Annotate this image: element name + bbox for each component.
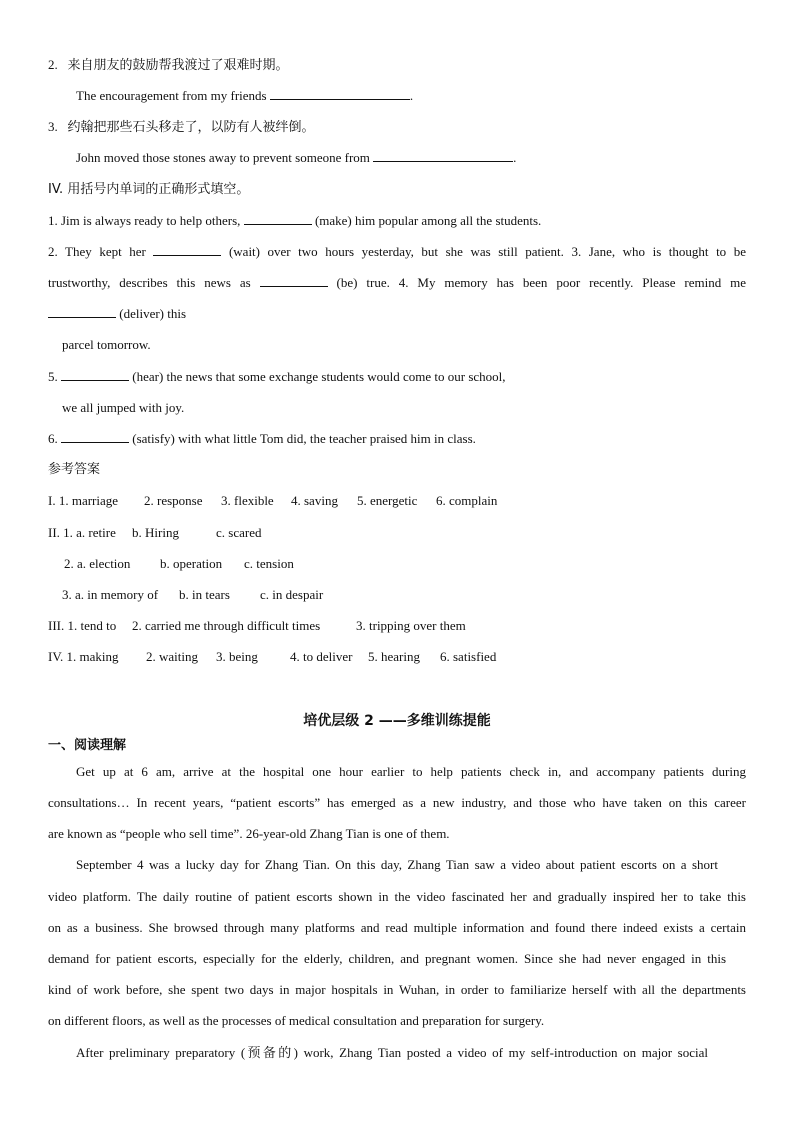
question-5: 5. (hear) the news that some exchange students would come to our school, (48, 369, 506, 384)
chinese-sentence: 约翰把那些石头移走了，以防有人被绊倒。 (67, 120, 315, 135)
translation-item-2 (48, 57, 289, 74)
answers-heading: 参考答案 (48, 462, 101, 477)
section-4-heading: IV. 用括号内单词的正确形式填空。 (48, 182, 250, 197)
paragraph-2-line-4: demand for patient escorts, especially for the elderly, children, and pregnant women. Since she had never engaged in this (48, 951, 726, 966)
paragraph-2-line-5: kind of work before, she spent two days in major hospitals in Wuhan, in order to familiarize herself with all the departments (48, 982, 746, 997)
answer-blank[interactable] (61, 431, 129, 443)
question-4-line: (deliver) this (48, 306, 186, 322)
answer-blank[interactable] (373, 150, 513, 162)
reading-section-heading: 一、阅读理解 (48, 738, 127, 753)
translation-item-3-english: John moved those stones away to prevent someone from . (76, 150, 517, 165)
answer-blank[interactable] (61, 369, 129, 381)
answer-blank[interactable] (48, 306, 116, 318)
answer-blank[interactable] (244, 213, 312, 225)
question-6: 6. (satisfy) with what little Tom did, the teacher praised him in class. (48, 431, 476, 446)
question-5-continuation: we all jumped with joy. (62, 400, 185, 415)
chinese-sentence: 来自朋友的鼓励帮我渡过了艰难时期。 (67, 58, 289, 73)
answer-blank[interactable] (153, 244, 221, 256)
answer-blank[interactable] (260, 275, 328, 287)
question-4-continuation: parcel tomorrow. (62, 337, 151, 352)
item-number: 2. (48, 57, 58, 72)
paragraph-1-line-3: are known as “people who sell time”. 26-year-old Zhang Tian is one of them. (48, 826, 450, 841)
answer-blank[interactable] (270, 88, 410, 100)
question-3-line: trustworthy, describes this news as (be) true. 4. My memory has been poor recently. Please remind me (48, 275, 747, 290)
paragraph-3-line-1: After preliminary preparatory (预备的) work, Zhang Tian posted a video of my self-introduction on major social (76, 1045, 708, 1060)
english-prompt: John moved those stones away to prevent someone from (76, 150, 370, 165)
question-2-line-1: 2. They kept her (wait) over two hours yesterday, but she was still patient. 3. Jane, who is thought to be (48, 244, 746, 259)
paragraph-2-line-6: on different floors, as well as the processes of medical consultation and preparation for surgery. (48, 1013, 545, 1028)
paragraph-2-line-1: September 4 was a lucky day for Zhang Tian. On this day, Zhang Tian saw a video about patient escorts on a short (76, 857, 718, 872)
item-number: 3. (48, 119, 58, 134)
paragraph-2-line-2: video platform. The daily routine of patient escorts shown in the video fascinated her and gradually inspired her to take this (48, 889, 746, 904)
translation-item-3 (48, 119, 315, 136)
question-1: 1. Jim is always ready to help others, (make) him popular among all the students. (48, 213, 542, 228)
paragraph-1-line-1: Get up at 6 am, arrive at the hospital one hour earlier to help patients check in, and accompany patients during (76, 764, 746, 779)
paragraph-2-line-3: on as a business. She browsed through many platforms and read multiple information and found there indeed exists a certain (48, 920, 746, 935)
level-2-title: 培优层级 2 ——多维训练提能 (303, 713, 491, 729)
translation-item-2-english: The encouragement from my friends . (76, 88, 414, 103)
paragraph-1-line-2: consultations… In recent years, “patient escorts” has emerged as a new industry, and those who have taken on this career (48, 795, 746, 810)
english-prompt: The encouragement from my friends (76, 88, 267, 103)
